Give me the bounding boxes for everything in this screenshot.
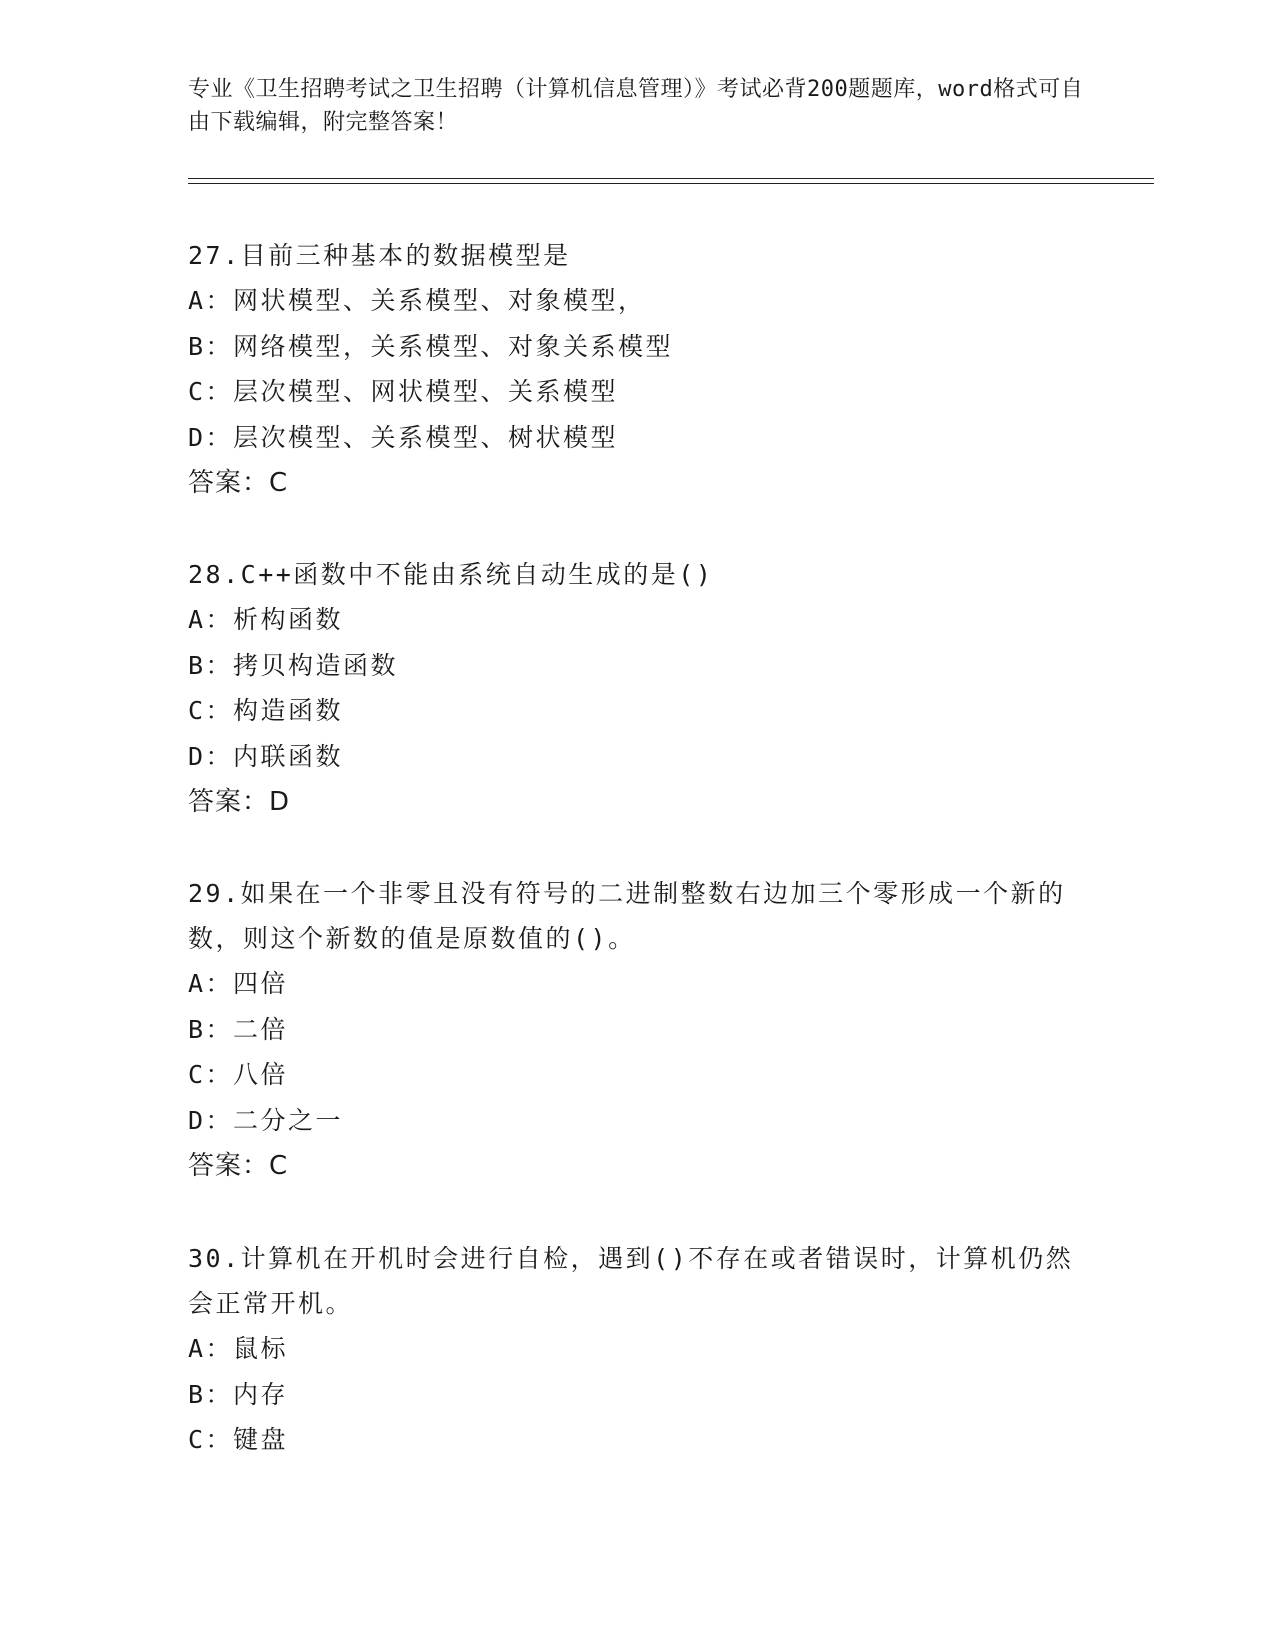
- option-b: B：二倍: [188, 1014, 289, 1044]
- question-27: [188, 233, 1088, 506]
- document-header: 专业《卫生招聘考试之卫生招聘（计算机信息管理）》考试必背200题题库，word格式可自由下载编辑，附完整答案！: [188, 77, 1084, 135]
- question-stem: 30.计算机在开机时会进行自检，遇到()不存在或者错误时，计算机仍然会正常开机。: [188, 1244, 1074, 1318]
- option-d: D：二分之一: [188, 1105, 344, 1135]
- question-stem: 28.C++函数中不能由系统自动生成的是(): [188, 560, 714, 589]
- option-a: A：析构函数: [188, 605, 344, 634]
- question-30: [188, 1236, 1088, 1463]
- option-b: B：拷贝构造函数: [188, 650, 399, 680]
- answer: 答案：C: [188, 1151, 289, 1181]
- question-28: [188, 552, 1088, 825]
- option-c: C：构造函数: [188, 696, 344, 725]
- option-d: D：层次模型、关系模型、树状模型: [188, 422, 619, 452]
- option-b: B：内存: [188, 1379, 289, 1409]
- option-b: B：网络模型，关系模型、对象关系模型: [188, 331, 674, 361]
- question-stem: 29.如果在一个非零且没有符号的二进制整数右边加三个零形成一个新的数，则这个新数的值是原数值的()。: [188, 879, 1066, 953]
- header-divider-top: [188, 178, 1154, 179]
- header-divider-bottom: [188, 183, 1154, 184]
- option-c: C：层次模型、网状模型、关系模型: [188, 377, 619, 406]
- answer: 答案：C: [188, 468, 289, 498]
- answer: 答案：D: [188, 787, 291, 817]
- option-a: A：鼠标: [188, 1334, 289, 1363]
- option-c: C：键盘: [188, 1425, 289, 1454]
- option-d: D：内联函数: [188, 741, 344, 771]
- question-stem: 27.目前三种基本的数据模型是: [188, 241, 571, 270]
- option-c: C：八倍: [188, 1060, 289, 1089]
- question-29: [188, 871, 1088, 1189]
- option-a: A：网状模型、关系模型、对象模型，: [188, 286, 646, 315]
- option-a: A：四倍: [188, 969, 289, 998]
